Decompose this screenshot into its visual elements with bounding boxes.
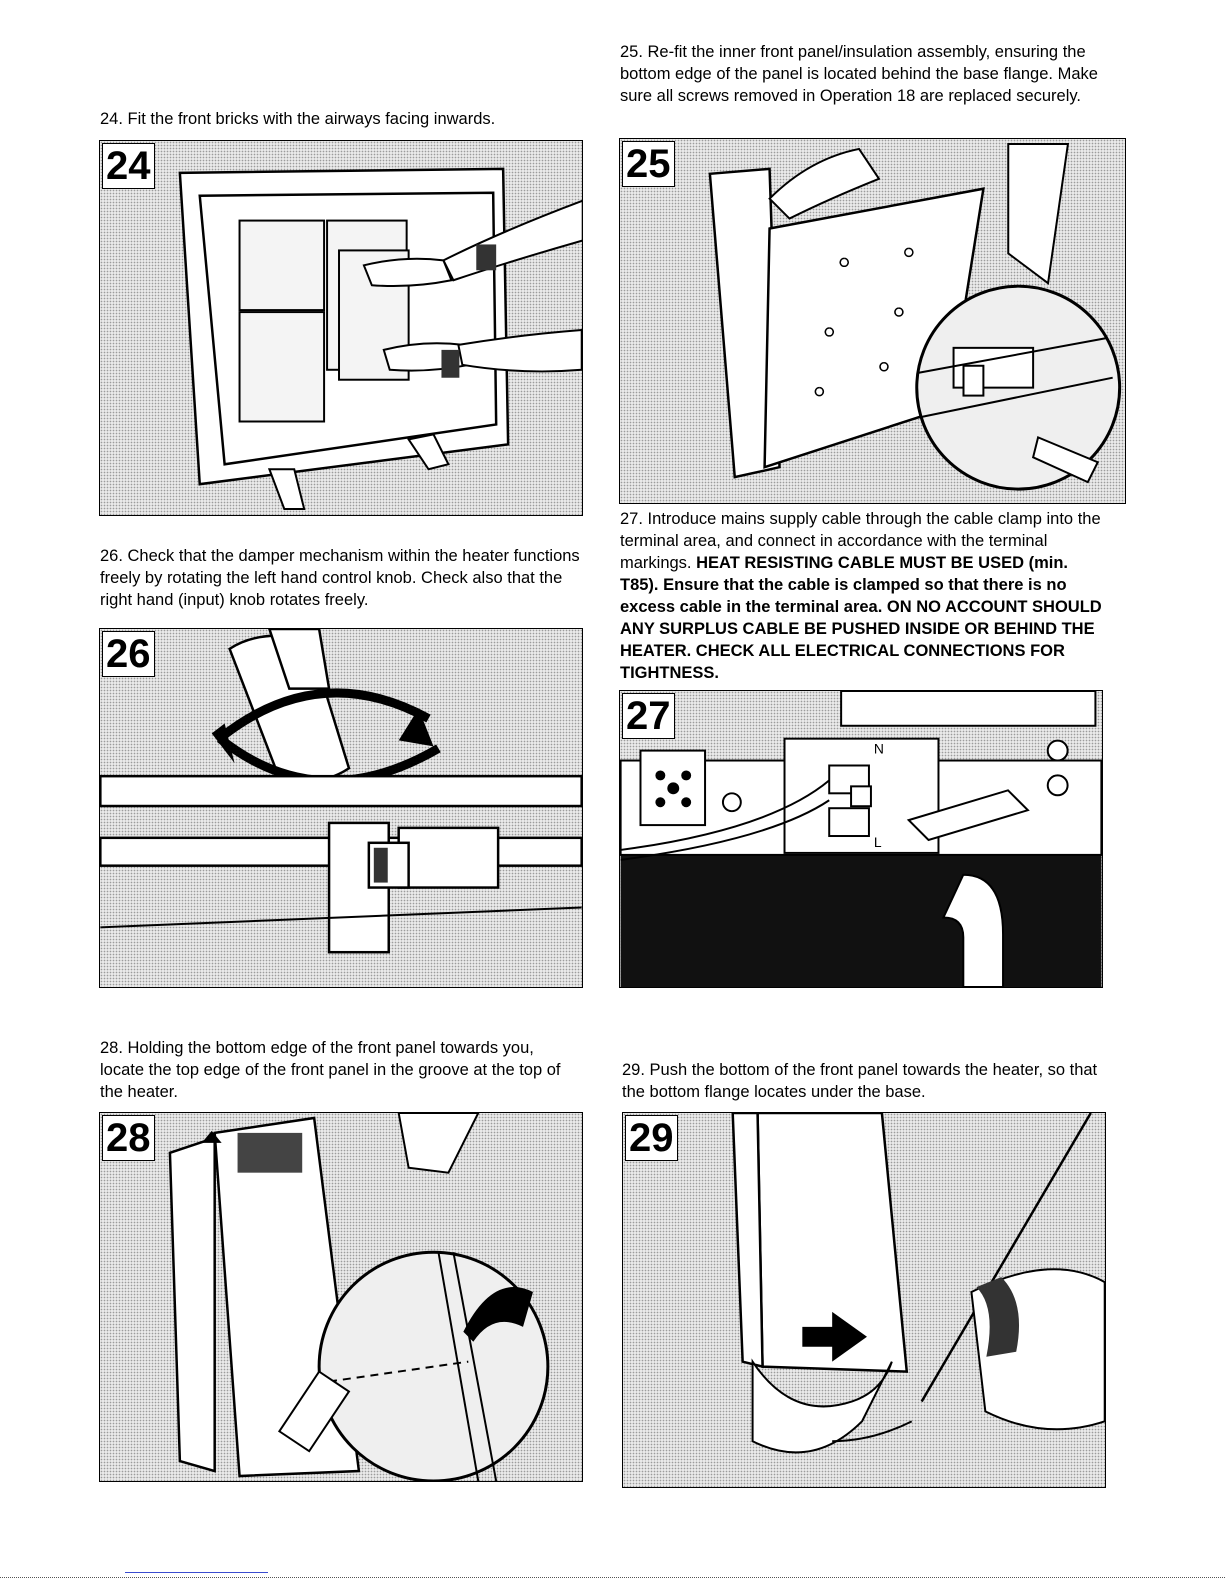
- figure-24-illustration: [100, 141, 582, 515]
- step-29-text: 29. Push the bottom of the front panel towards the heater, so that the bottom flange locates under the base.: [622, 1061, 1098, 1101]
- figure-26-illustration: [100, 629, 582, 987]
- figure-26: [99, 628, 583, 988]
- step-25-text: 25. Re-fit the inner front panel/insulation assembly, ensuring the bottom edge of the panel is located behind the base flange. Make sure all screws removed in Operation 18 are replaced securely.: [620, 43, 1098, 105]
- figure-29: [622, 1112, 1106, 1488]
- figure-28-illustration: [100, 1113, 582, 1481]
- figure-29-illustration: [623, 1113, 1105, 1487]
- footer-divider: [0, 1577, 1225, 1578]
- terminal-n-label: N: [873, 740, 884, 757]
- figure-25: [619, 138, 1126, 504]
- step-27-text-normal: 27. Introduce mains supply cable through the cable clamp into the terminal area, and connect in accordance with the terminal markings.: [620, 510, 1101, 572]
- step-27-text-warning: HEAT RESISTING CABLE MUST BE USED (min. T85). Ensure that the cable is clamped so that there is no excess cable in the terminal area. ON NO ACCOUNT SHOULD ANY SURPLUS CABLE BE PUSHED INSIDE OR BEHIND THE HEATER. CHECK ALL ELECTRICAL CONNECTIONS FOR TIGHTNESS.: [620, 554, 1102, 682]
- figure-28-number: 28: [102, 1115, 155, 1161]
- step-24-text: 24. Fit the front bricks with the airways facing inwards.: [100, 110, 496, 128]
- figure-25-number: 25: [622, 141, 675, 187]
- figure-27-illustration: [620, 691, 1102, 987]
- terminal-l-label: L: [873, 833, 882, 850]
- figure-25-illustration: [620, 139, 1125, 503]
- step-27-text: [620, 508, 1105, 684]
- figure-28: [99, 1112, 583, 1482]
- figure-24-number: 24: [102, 143, 155, 189]
- figure-26-number: 26: [102, 631, 155, 677]
- figure-24: [99, 140, 583, 516]
- step-26-text: 26. Check that the damper mechanism within the heater functions freely by rotating the left hand control knob. Check also that the right hand (input) knob rotates freely.: [100, 547, 580, 609]
- figure-27: [619, 690, 1103, 988]
- footer-link-line: [125, 1572, 268, 1573]
- step-28-text: 28. Holding the bottom edge of the front panel towards you, locate the top edge of the front panel in the groove at the top of the heater.: [100, 1039, 561, 1101]
- figure-27-number: 27: [622, 693, 675, 739]
- figure-29-number: 29: [625, 1115, 678, 1161]
